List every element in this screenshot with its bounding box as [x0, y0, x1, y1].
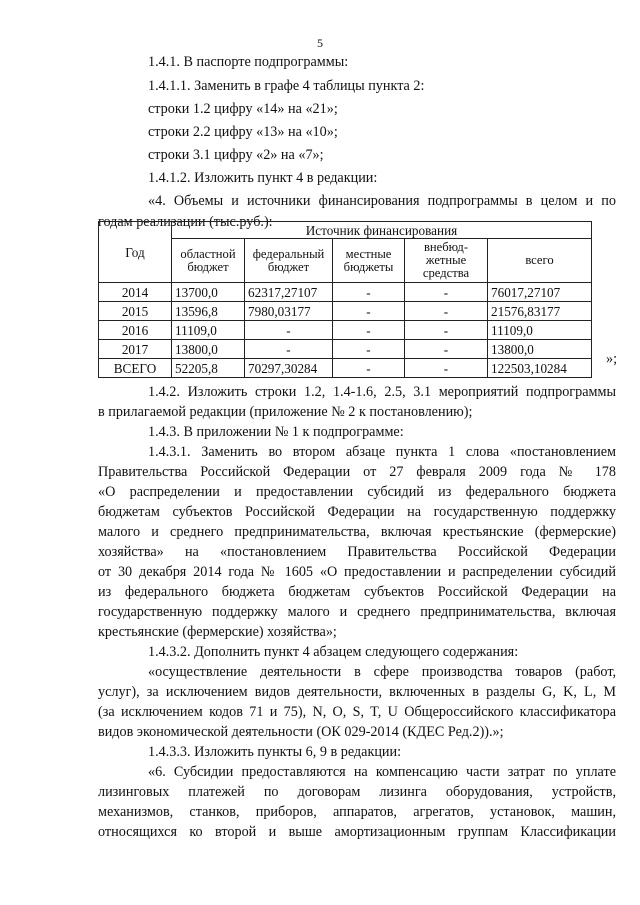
- cell: -: [405, 283, 488, 302]
- col-header: местные бюджеты: [333, 239, 405, 283]
- cell: 52205,8: [172, 359, 245, 378]
- col-header: всего: [488, 239, 592, 283]
- cell: -: [245, 340, 333, 359]
- cell: 62317,27107: [245, 283, 333, 302]
- text-line: 1.4.1. В паспорте подпрограммы:: [148, 54, 349, 70]
- cell: 13800,0: [488, 340, 592, 359]
- col-header: областной бюджет: [172, 239, 245, 283]
- financing-table: [98, 221, 592, 378]
- cell: ВСЕГО: [99, 359, 172, 378]
- col-header: внебюд-жетные средства: [405, 239, 488, 283]
- source-header: Источник финансирования: [172, 222, 592, 239]
- cell: 2014: [99, 283, 172, 302]
- text-line: «осуществление деятельности в сфере производства товаров (работ,: [148, 664, 616, 680]
- table-row: [99, 321, 592, 340]
- cell: -: [405, 359, 488, 378]
- text-line: видов экономической деятельности (ОК 029-2014 (КДЕС Ред.2)).»;: [98, 724, 504, 740]
- page-number: 5: [317, 36, 323, 50]
- cell: -: [333, 321, 405, 340]
- cell: 7980,03177: [245, 302, 333, 321]
- text-line: строки 1.2 цифру «14» на «21»;: [148, 101, 338, 117]
- text-line: строки 2.2 цифру «13» на «10»;: [148, 124, 338, 140]
- text-line: «6. Субсидии предоставляются на компенсацию части затрат по уплате: [148, 764, 616, 780]
- text-line: хозяйства» на «постановлением Правительства Российской Федерации: [98, 544, 616, 560]
- text-line: 1.4.1.2. Изложить пункт 4 в редакции:: [148, 170, 378, 186]
- text-line: Правительства Российской Федерации от 27 февраля 2009 года № 178: [98, 464, 616, 480]
- cell: 11109,0: [488, 321, 592, 340]
- year-header: Год: [99, 222, 172, 283]
- cell: 2015: [99, 302, 172, 321]
- table-row: [99, 359, 592, 378]
- text-line: механизмов, станков, приборов, аппаратов, агрегатов, установок, машин,: [98, 804, 616, 820]
- cell: 2017: [99, 340, 172, 359]
- text-line: (за исключением кодов 71 и 75), N, O, S, T, U Общероссийского классификатора: [98, 704, 616, 720]
- col-header: федеральный бюджет: [245, 239, 333, 283]
- cell: 70297,30284: [245, 359, 333, 378]
- cell: -: [333, 283, 405, 302]
- cell: 122503,10284: [488, 359, 592, 378]
- table-closing-quote: »;: [606, 351, 618, 367]
- text-line: относящихся ко второй и выше амортизационным группам Классификации: [98, 824, 616, 840]
- text-line: 1.4.1.1. Заменить в графе 4 таблицы пункта 2:: [148, 78, 425, 94]
- cell: 13596,8: [172, 302, 245, 321]
- table-row: [99, 283, 592, 302]
- text-line: в прилагаемой редакции (приложение № 2 к постановлению);: [98, 404, 473, 420]
- cell: -: [333, 359, 405, 378]
- text-line: «4. Объемы и источники финансирования подпрограммы в целом и по: [148, 193, 616, 209]
- cell: 21576,83177: [488, 302, 592, 321]
- text-line: бюджетам субъектов Российской Федерации на государственную поддержку: [98, 504, 616, 520]
- text-line: 1.4.3.2. Дополнить пункт 4 абзацем следующего содержания:: [148, 644, 519, 660]
- cell: -: [245, 321, 333, 340]
- cell: 2016: [99, 321, 172, 340]
- text-line: услуг), за исключением видов деятельности, включенных в разделы G, K, L, M: [98, 684, 616, 700]
- text-line: из федерального бюджета бюджетам субъектов Российской Федерации на: [98, 584, 616, 600]
- text-line: 1.4.3. В приложении № 1 к подпрограмме:: [148, 424, 404, 440]
- text-line: строки 3.1 цифру «2» на «7»;: [148, 147, 324, 163]
- cell: 13800,0: [172, 340, 245, 359]
- cell: -: [405, 321, 488, 340]
- text-line: 1.4.3.3. Изложить пункты 6, 9 в редакции:: [148, 744, 402, 760]
- cell: 76017,27107: [488, 283, 592, 302]
- cell: -: [405, 302, 488, 321]
- table-row: [99, 302, 592, 321]
- text-line: 1.4.2. Изложить строки 1.2, 1.4-1.6, 2.5, 3.1 мероприятий подпрограммы: [148, 384, 616, 400]
- text-line: от 30 декабря 2014 года № 1605 «О предоставлении и распределении субсидий: [98, 564, 616, 580]
- cell: 11109,0: [172, 321, 245, 340]
- table-row: [99, 340, 592, 359]
- cell: -: [333, 302, 405, 321]
- cell: -: [405, 340, 488, 359]
- text-line: крестьянские (фермерские) хозяйства»;: [98, 624, 337, 640]
- text-line: лизинговых платежей по договорам лизинга оборудования, устройств,: [98, 784, 616, 800]
- text-line: 1.4.3.1. Заменить во втором абзаце пункта 1 слова «постановлением: [148, 444, 616, 460]
- cell: 13700,0: [172, 283, 245, 302]
- text-line: «О распределении и предоставлении субсидий из федерального бюджета: [98, 484, 616, 500]
- cell: -: [333, 340, 405, 359]
- text-line: годам реализации (тыс.руб.):: [98, 214, 273, 230]
- text-line: государственную поддержку малого и среднего предпринимательства, включая: [98, 604, 616, 620]
- text-line: малого и среднего предпринимательства, включая крестьянские (фермерские): [98, 524, 616, 540]
